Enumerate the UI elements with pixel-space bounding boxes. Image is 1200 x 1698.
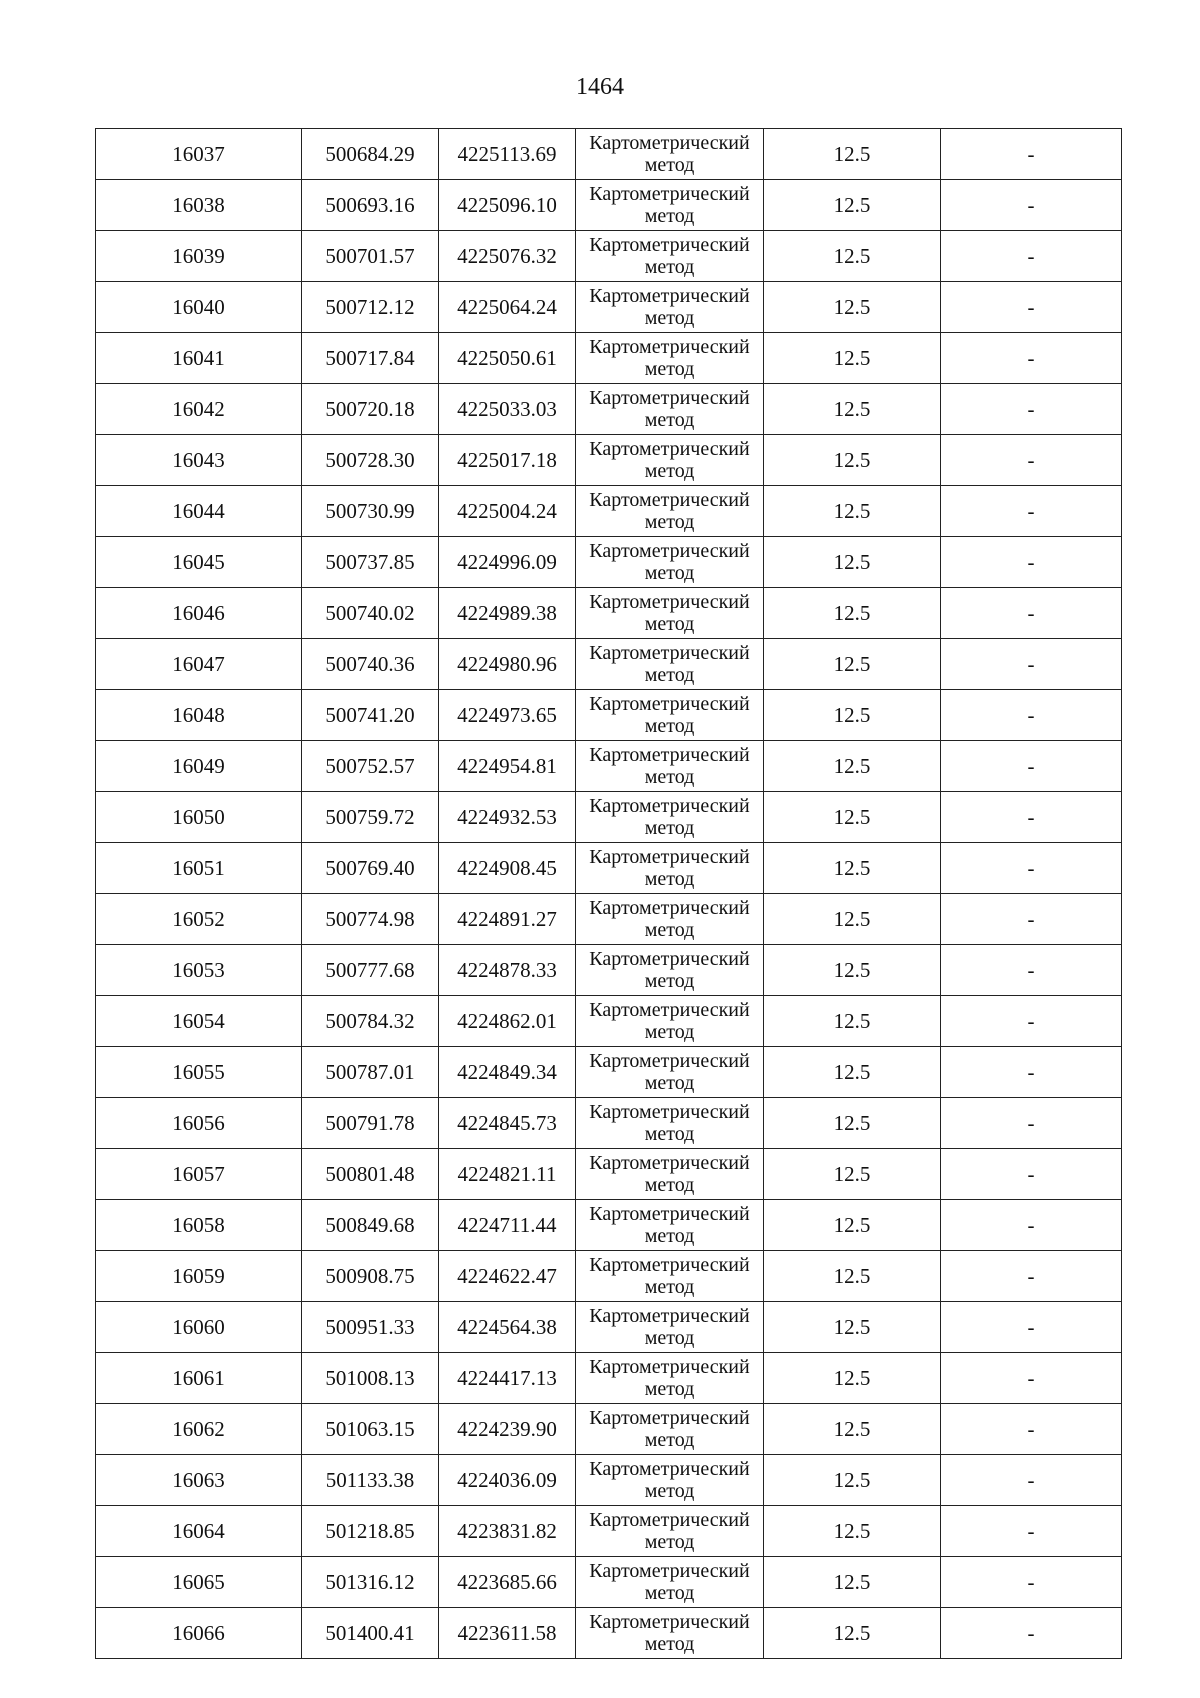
note-cell: - xyxy=(941,741,1122,792)
method-cell xyxy=(576,1251,764,1302)
method-line2: метод xyxy=(644,1582,695,1604)
method-line1: Картометрический xyxy=(589,744,750,766)
y-coordinate-cell: 4225096.10 xyxy=(439,180,576,231)
note-cell: - xyxy=(941,1608,1122,1659)
point-id-cell: 16041 xyxy=(96,333,302,384)
table-row xyxy=(96,180,1122,231)
x-coordinate-cell: 501133.38 xyxy=(302,1455,439,1506)
note-cell: - xyxy=(941,1047,1122,1098)
x-coordinate-cell: 501400.41 xyxy=(302,1608,439,1659)
method-line1: Картометрический xyxy=(589,540,750,562)
point-id-cell: 16049 xyxy=(96,741,302,792)
method-cell xyxy=(576,180,764,231)
method-cell xyxy=(576,435,764,486)
table-row xyxy=(96,792,1122,843)
accuracy-cell: 12.5 xyxy=(764,1251,941,1302)
table-row xyxy=(96,843,1122,894)
note-cell: - xyxy=(941,333,1122,384)
y-coordinate-cell: 4224821.11 xyxy=(439,1149,576,1200)
method-cell xyxy=(576,333,764,384)
method-line1: Картометрический xyxy=(589,1407,750,1429)
method-line2: метод xyxy=(644,1429,695,1451)
point-id-cell: 16051 xyxy=(96,843,302,894)
x-coordinate-cell: 500774.98 xyxy=(302,894,439,945)
page-number: 1464 xyxy=(576,74,624,100)
method-line2: метод xyxy=(644,817,695,839)
x-coordinate-cell: 500791.78 xyxy=(302,1098,439,1149)
point-id-cell: 16037 xyxy=(96,129,302,180)
x-coordinate-cell: 500951.33 xyxy=(302,1302,439,1353)
note-cell: - xyxy=(941,945,1122,996)
method-line1: Картометрический xyxy=(589,285,750,307)
method-line2: метод xyxy=(644,409,695,431)
method-cell xyxy=(576,945,764,996)
method-cell xyxy=(576,1557,764,1608)
note-cell: - xyxy=(941,282,1122,333)
accuracy-cell: 12.5 xyxy=(764,129,941,180)
note-cell: - xyxy=(941,435,1122,486)
method-line1: Картометрический xyxy=(589,591,750,613)
point-id-cell: 16048 xyxy=(96,690,302,741)
x-coordinate-cell: 500740.36 xyxy=(302,639,439,690)
x-coordinate-cell: 500693.16 xyxy=(302,180,439,231)
method-cell xyxy=(576,1302,764,1353)
method-cell xyxy=(576,1200,764,1251)
point-id-cell: 16062 xyxy=(96,1404,302,1455)
point-id-cell: 16047 xyxy=(96,639,302,690)
y-coordinate-cell: 4224891.27 xyxy=(439,894,576,945)
point-id-cell: 16061 xyxy=(96,1353,302,1404)
note-cell: - xyxy=(941,1404,1122,1455)
note-cell: - xyxy=(941,1200,1122,1251)
note-cell: - xyxy=(941,180,1122,231)
method-cell xyxy=(576,588,764,639)
x-coordinate-cell: 500849.68 xyxy=(302,1200,439,1251)
accuracy-cell: 12.5 xyxy=(764,231,941,282)
method-line1: Картометрический xyxy=(589,795,750,817)
note-cell: - xyxy=(941,486,1122,537)
table-row xyxy=(96,333,1122,384)
note-cell: - xyxy=(941,639,1122,690)
accuracy-cell: 12.5 xyxy=(764,741,941,792)
accuracy-cell: 12.5 xyxy=(764,282,941,333)
table-row xyxy=(96,1251,1122,1302)
method-line2: метод xyxy=(644,664,695,686)
point-id-cell: 16054 xyxy=(96,996,302,1047)
point-id-cell: 16045 xyxy=(96,537,302,588)
method-line1: Картометрический xyxy=(589,693,750,715)
note-cell: - xyxy=(941,588,1122,639)
y-coordinate-cell: 4224417.13 xyxy=(439,1353,576,1404)
method-cell xyxy=(576,894,764,945)
y-coordinate-cell: 4224878.33 xyxy=(439,945,576,996)
point-id-cell: 16053 xyxy=(96,945,302,996)
y-coordinate-cell: 4224973.65 xyxy=(439,690,576,741)
accuracy-cell: 12.5 xyxy=(764,486,941,537)
x-coordinate-cell: 500720.18 xyxy=(302,384,439,435)
method-line2: метод xyxy=(644,1123,695,1145)
x-coordinate-cell: 500787.01 xyxy=(302,1047,439,1098)
method-line2: метод xyxy=(644,1633,695,1655)
accuracy-cell: 12.5 xyxy=(764,1353,941,1404)
method-line1: Картометрический xyxy=(589,642,750,664)
note-cell: - xyxy=(941,384,1122,435)
accuracy-cell: 12.5 xyxy=(764,1200,941,1251)
accuracy-cell: 12.5 xyxy=(764,1047,941,1098)
note-cell: - xyxy=(941,690,1122,741)
method-line1: Картометрический xyxy=(589,1509,750,1531)
y-coordinate-cell: 4225017.18 xyxy=(439,435,576,486)
accuracy-cell: 12.5 xyxy=(764,588,941,639)
method-line2: метод xyxy=(644,919,695,941)
method-cell xyxy=(576,1404,764,1455)
method-line2: метод xyxy=(644,970,695,992)
point-id-cell: 16065 xyxy=(96,1557,302,1608)
method-cell xyxy=(576,129,764,180)
x-coordinate-cell: 500801.48 xyxy=(302,1149,439,1200)
note-cell: - xyxy=(941,1149,1122,1200)
accuracy-cell: 12.5 xyxy=(764,180,941,231)
x-coordinate-cell: 501063.15 xyxy=(302,1404,439,1455)
accuracy-cell: 12.5 xyxy=(764,843,941,894)
table-row xyxy=(96,1506,1122,1557)
x-coordinate-cell: 500740.02 xyxy=(302,588,439,639)
method-cell xyxy=(576,843,764,894)
table-row xyxy=(96,435,1122,486)
table-row xyxy=(96,1047,1122,1098)
table-row xyxy=(96,1455,1122,1506)
method-cell xyxy=(576,1149,764,1200)
x-coordinate-cell: 501218.85 xyxy=(302,1506,439,1557)
note-cell: - xyxy=(941,792,1122,843)
method-line1: Картометрический xyxy=(589,1560,750,1582)
table-row xyxy=(96,1557,1122,1608)
method-line1: Картометрический xyxy=(589,234,750,256)
method-cell xyxy=(576,1047,764,1098)
accuracy-cell: 12.5 xyxy=(764,1608,941,1659)
y-coordinate-cell: 4225064.24 xyxy=(439,282,576,333)
point-id-cell: 16046 xyxy=(96,588,302,639)
method-line2: метод xyxy=(644,256,695,278)
x-coordinate-cell: 500769.40 xyxy=(302,843,439,894)
table-row xyxy=(96,1608,1122,1659)
table-row xyxy=(96,231,1122,282)
method-line1: Картометрический xyxy=(589,438,750,460)
method-line1: Картометрический xyxy=(589,1458,750,1480)
x-coordinate-cell: 500737.85 xyxy=(302,537,439,588)
method-line1: Картометрический xyxy=(589,1254,750,1276)
method-line1: Картометрический xyxy=(589,183,750,205)
point-id-cell: 16059 xyxy=(96,1251,302,1302)
note-cell: - xyxy=(941,1251,1122,1302)
method-cell xyxy=(576,384,764,435)
accuracy-cell: 12.5 xyxy=(764,1302,941,1353)
x-coordinate-cell: 500701.57 xyxy=(302,231,439,282)
table-row xyxy=(96,129,1122,180)
y-coordinate-cell: 4224989.38 xyxy=(439,588,576,639)
x-coordinate-cell: 500730.99 xyxy=(302,486,439,537)
method-line2: метод xyxy=(644,1072,695,1094)
point-id-cell: 16056 xyxy=(96,1098,302,1149)
method-line2: метод xyxy=(644,1480,695,1502)
method-line2: метод xyxy=(644,307,695,329)
x-coordinate-cell: 500784.32 xyxy=(302,996,439,1047)
y-coordinate-cell: 4225113.69 xyxy=(439,129,576,180)
table-row xyxy=(96,639,1122,690)
y-coordinate-cell: 4225004.24 xyxy=(439,486,576,537)
table-row xyxy=(96,588,1122,639)
table-row xyxy=(96,537,1122,588)
method-line1: Картометрический xyxy=(589,846,750,868)
x-coordinate-cell: 500712.12 xyxy=(302,282,439,333)
accuracy-cell: 12.5 xyxy=(764,1404,941,1455)
table-row xyxy=(96,282,1122,333)
method-line2: метод xyxy=(644,358,695,380)
table-row xyxy=(96,384,1122,435)
y-coordinate-cell: 4224845.73 xyxy=(439,1098,576,1149)
method-line1: Картометрический xyxy=(589,489,750,511)
method-cell xyxy=(576,996,764,1047)
method-line2: метод xyxy=(644,715,695,737)
x-coordinate-cell: 501008.13 xyxy=(302,1353,439,1404)
method-line1: Картометрический xyxy=(589,1611,750,1633)
x-coordinate-cell: 500759.72 xyxy=(302,792,439,843)
note-cell: - xyxy=(941,843,1122,894)
table-row xyxy=(96,741,1122,792)
method-line2: метод xyxy=(644,766,695,788)
y-coordinate-cell: 4224622.47 xyxy=(439,1251,576,1302)
table-row xyxy=(96,690,1122,741)
coordinates-table-body xyxy=(96,129,1122,1659)
y-coordinate-cell: 4224862.01 xyxy=(439,996,576,1047)
method-cell xyxy=(576,1353,764,1404)
method-cell xyxy=(576,1455,764,1506)
x-coordinate-cell: 500717.84 xyxy=(302,333,439,384)
y-coordinate-cell: 4224954.81 xyxy=(439,741,576,792)
table-row xyxy=(96,996,1122,1047)
method-line1: Картометрический xyxy=(589,1152,750,1174)
point-id-cell: 16060 xyxy=(96,1302,302,1353)
method-line1: Картометрический xyxy=(589,1305,750,1327)
method-cell xyxy=(576,282,764,333)
accuracy-cell: 12.5 xyxy=(764,1506,941,1557)
method-line1: Картометрический xyxy=(589,1101,750,1123)
method-line2: метод xyxy=(644,868,695,890)
y-coordinate-cell: 4223611.58 xyxy=(439,1608,576,1659)
method-line2: метод xyxy=(644,1174,695,1196)
method-cell xyxy=(576,741,764,792)
point-id-cell: 16063 xyxy=(96,1455,302,1506)
note-cell: - xyxy=(941,1557,1122,1608)
y-coordinate-cell: 4224932.53 xyxy=(439,792,576,843)
method-line2: метод xyxy=(644,1021,695,1043)
y-coordinate-cell: 4224711.44 xyxy=(439,1200,576,1251)
accuracy-cell: 12.5 xyxy=(764,537,941,588)
y-coordinate-cell: 4224996.09 xyxy=(439,537,576,588)
method-line1: Картометрический xyxy=(589,1203,750,1225)
point-id-cell: 16052 xyxy=(96,894,302,945)
note-cell: - xyxy=(941,894,1122,945)
point-id-cell: 16057 xyxy=(96,1149,302,1200)
accuracy-cell: 12.5 xyxy=(764,435,941,486)
point-id-cell: 16040 xyxy=(96,282,302,333)
table-row xyxy=(96,1149,1122,1200)
accuracy-cell: 12.5 xyxy=(764,690,941,741)
x-coordinate-cell: 500752.57 xyxy=(302,741,439,792)
accuracy-cell: 12.5 xyxy=(764,1455,941,1506)
y-coordinate-cell: 4224036.09 xyxy=(439,1455,576,1506)
point-id-cell: 16058 xyxy=(96,1200,302,1251)
note-cell: - xyxy=(941,996,1122,1047)
x-coordinate-cell: 501316.12 xyxy=(302,1557,439,1608)
y-coordinate-cell: 4224564.38 xyxy=(439,1302,576,1353)
note-cell: - xyxy=(941,1455,1122,1506)
x-coordinate-cell: 500684.29 xyxy=(302,129,439,180)
accuracy-cell: 12.5 xyxy=(764,384,941,435)
accuracy-cell: 12.5 xyxy=(764,1149,941,1200)
method-cell xyxy=(576,537,764,588)
note-cell: - xyxy=(941,1098,1122,1149)
table-row xyxy=(96,945,1122,996)
accuracy-cell: 12.5 xyxy=(764,792,941,843)
method-line1: Картометрический xyxy=(589,999,750,1021)
method-cell xyxy=(576,690,764,741)
method-cell xyxy=(576,639,764,690)
accuracy-cell: 12.5 xyxy=(764,894,941,945)
method-line2: метод xyxy=(644,1276,695,1298)
y-coordinate-cell: 4224908.45 xyxy=(439,843,576,894)
x-coordinate-cell: 500741.20 xyxy=(302,690,439,741)
method-line2: метод xyxy=(644,1378,695,1400)
method-cell xyxy=(576,231,764,282)
y-coordinate-cell: 4224239.90 xyxy=(439,1404,576,1455)
method-line1: Картометрический xyxy=(589,1050,750,1072)
method-line2: метод xyxy=(644,511,695,533)
accuracy-cell: 12.5 xyxy=(764,639,941,690)
method-line1: Картометрический xyxy=(589,948,750,970)
table-row xyxy=(96,894,1122,945)
y-coordinate-cell: 4223831.82 xyxy=(439,1506,576,1557)
method-cell xyxy=(576,1608,764,1659)
method-line2: метод xyxy=(644,613,695,635)
table-row xyxy=(96,1098,1122,1149)
point-id-cell: 16042 xyxy=(96,384,302,435)
y-coordinate-cell: 4225050.61 xyxy=(439,333,576,384)
x-coordinate-cell: 500908.75 xyxy=(302,1251,439,1302)
method-line1: Картометрический xyxy=(589,387,750,409)
method-line1: Картометрический xyxy=(589,336,750,358)
method-line2: метод xyxy=(644,205,695,227)
note-cell: - xyxy=(941,129,1122,180)
method-cell xyxy=(576,1506,764,1557)
point-id-cell: 16044 xyxy=(96,486,302,537)
accuracy-cell: 12.5 xyxy=(764,1557,941,1608)
accuracy-cell: 12.5 xyxy=(764,945,941,996)
point-id-cell: 16039 xyxy=(96,231,302,282)
x-coordinate-cell: 500777.68 xyxy=(302,945,439,996)
point-id-cell: 16038 xyxy=(96,180,302,231)
note-cell: - xyxy=(941,537,1122,588)
y-coordinate-cell: 4223685.66 xyxy=(439,1557,576,1608)
table-row xyxy=(96,1353,1122,1404)
note-cell: - xyxy=(941,231,1122,282)
table-row xyxy=(96,1404,1122,1455)
method-line2: метод xyxy=(644,562,695,584)
method-line1: Картометрический xyxy=(589,132,750,154)
point-id-cell: 16055 xyxy=(96,1047,302,1098)
y-coordinate-cell: 4224980.96 xyxy=(439,639,576,690)
method-cell xyxy=(576,792,764,843)
method-line2: метод xyxy=(644,1531,695,1553)
table-row xyxy=(96,486,1122,537)
note-cell: - xyxy=(941,1353,1122,1404)
table-row xyxy=(96,1302,1122,1353)
point-id-cell: 16066 xyxy=(96,1608,302,1659)
accuracy-cell: 12.5 xyxy=(764,996,941,1047)
x-coordinate-cell: 500728.30 xyxy=(302,435,439,486)
note-cell: - xyxy=(941,1302,1122,1353)
method-line1: Картометрический xyxy=(589,1356,750,1378)
point-id-cell: 16064 xyxy=(96,1506,302,1557)
method-line1: Картометрический xyxy=(589,897,750,919)
note-cell: - xyxy=(941,1506,1122,1557)
method-line2: метод xyxy=(644,154,695,176)
method-cell xyxy=(576,1098,764,1149)
method-cell xyxy=(576,486,764,537)
point-id-cell: 16050 xyxy=(96,792,302,843)
point-id-cell: 16043 xyxy=(96,435,302,486)
coordinates-table xyxy=(95,128,1122,1659)
accuracy-cell: 12.5 xyxy=(764,1098,941,1149)
y-coordinate-cell: 4225076.32 xyxy=(439,231,576,282)
method-line2: метод xyxy=(644,1225,695,1247)
method-line2: метод xyxy=(644,460,695,482)
accuracy-cell: 12.5 xyxy=(764,333,941,384)
method-line2: метод xyxy=(644,1327,695,1349)
table-row xyxy=(96,1200,1122,1251)
y-coordinate-cell: 4224849.34 xyxy=(439,1047,576,1098)
y-coordinate-cell: 4225033.03 xyxy=(439,384,576,435)
